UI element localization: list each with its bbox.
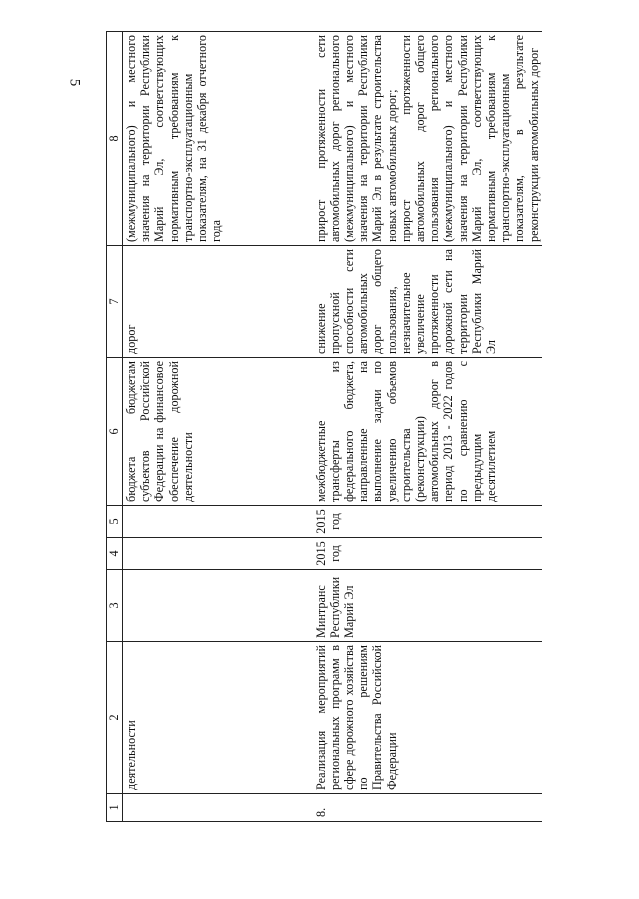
start-year: 2015 год bbox=[313, 538, 542, 570]
indicator: (межмуниципального) и местного значения на территории Республики Марий Эл, соответствующих нормативным требованиям к транспортно-эксплуатационным показателям, на 31 декабря отчетного года bbox=[123, 32, 313, 246]
end-year: 2015 год bbox=[313, 506, 542, 538]
row-number bbox=[123, 794, 313, 822]
end-year bbox=[123, 506, 313, 538]
funding-description: межбюджетные трансферты из федерального бюджета, направленные на выполнение задачи по увеличению объемов строительства (реконструкции) автомобильных дорог в период 2013 - 2022 годов по сравнению с предыдущим десятилетием bbox=[313, 358, 542, 506]
measure-name: Реализация мероприятий региональных программ в сфере дорожного хозяйства по решениям Правительства Российской Федерации bbox=[313, 642, 542, 794]
rotated-table-wrapper bbox=[106, 32, 639, 822]
header-col-5: 5 bbox=[107, 506, 123, 538]
consequences: дорог bbox=[123, 246, 313, 358]
consequences: снижение пропускной способности сети автомобильных дорог общего пользования, незначительное увеличение протяженности дорожной сети на территории Республики Марий Эл bbox=[313, 246, 542, 358]
header-row bbox=[107, 32, 123, 822]
header-col-2: 2 bbox=[107, 642, 123, 794]
executor: Минтранс Республики Марий Эл bbox=[313, 570, 542, 642]
funding-description: бюджета бюджетам субъектов Российской Федерации на финансовое обеспечение дорожной деятельности bbox=[123, 358, 313, 506]
header-col-8: 8 bbox=[107, 32, 123, 246]
indicator: прирост протяженности сети автомобильных дорог регионального (межмуниципального) и местного значения на территории Республики Марий Эл в результате строительства новых автомобильных дорог; прирост протяженности автомобильных дорог общего пользования регионального (межмуниципального) и местного значения на территории Республики Марий Эл, соответствующих нормативным требованиям к транспортно-эксплуатационным показателям, в результате реконструкции автомобильных дорог bbox=[313, 32, 542, 246]
executor bbox=[123, 570, 313, 642]
header-col-6: 6 bbox=[107, 358, 123, 506]
table-row bbox=[313, 32, 542, 822]
header-col-7: 7 bbox=[107, 246, 123, 358]
header-col-3: 3 bbox=[107, 570, 123, 642]
measure-name: деятельности bbox=[123, 642, 313, 794]
measures-table bbox=[106, 31, 542, 822]
row-number: 8. bbox=[313, 794, 542, 822]
header-col-1: 1 bbox=[107, 794, 123, 822]
header-col-4: 4 bbox=[107, 538, 123, 570]
page-number: 5 bbox=[66, 78, 83, 87]
table-row bbox=[123, 32, 313, 822]
start-year bbox=[123, 538, 313, 570]
